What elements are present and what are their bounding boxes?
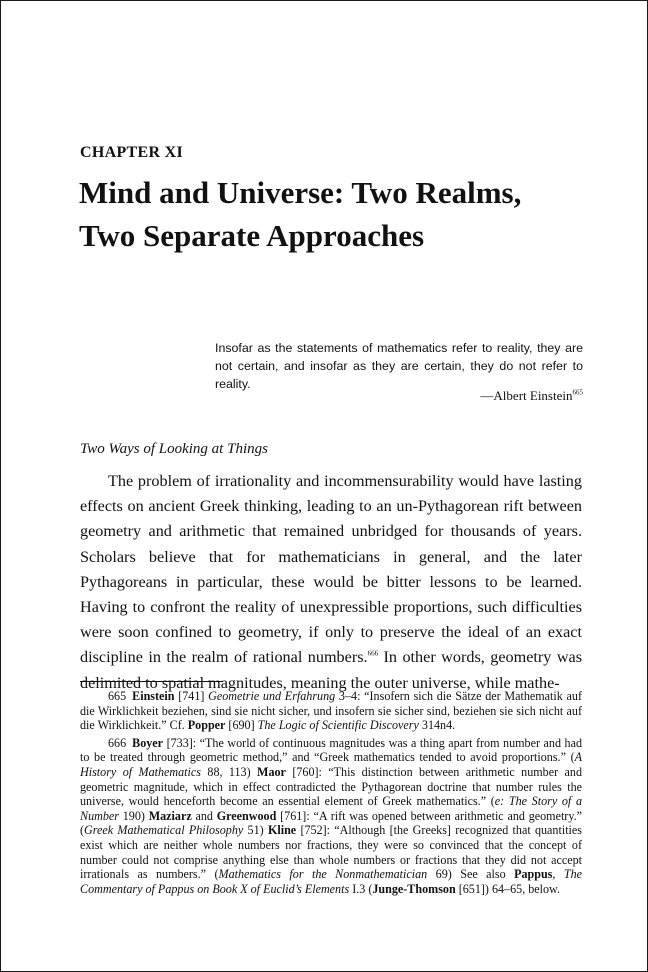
book-title: Mathematics for the Nonmathematician bbox=[218, 867, 428, 882]
body-text-part-1: The problem of irrationality and incommensurability would have lasting effects on ancient Greek thinking, leading to an un-Pythagorean rift between geometry and arithmetic that remained unbridged for thousands of years. Scholars believe that for mathematicians in general, and the later Pythagoreans in particular, these would be bitter lessons to be learned. Having to confront the reality of unexpressible proportions, such difficulties were soon confined to geometry, if only to preserve the ideal of an exact discipline in the realm of rational numbers. bbox=[80, 472, 582, 667]
footnote-number: 665 bbox=[108, 689, 127, 703]
footnotes bbox=[80, 689, 582, 899]
author-name: Junge-Thomson bbox=[372, 881, 456, 896]
author-name: Maziarz bbox=[148, 808, 192, 823]
author-name: Kline bbox=[267, 823, 297, 838]
footnote-665 bbox=[80, 689, 582, 733]
body-text-part-2: In other words, geometry was delimited to spatial magnitudes, meaning the outer universe, while mathe- bbox=[80, 648, 582, 692]
chapter-title bbox=[79, 171, 599, 257]
footnote-text: [752]: “Although [the Greeks] recognized that quantities exist which are neither whole numbers nor fractions, they were so convinced that the concept of number could not comprise anything else than whole numbers or fractions that they did not accept irrationals as numbers.” ( bbox=[80, 823, 582, 882]
footnote-text: [760]: “This distinction between arithmetic number and geometric magnitude, which in effect contradicted the Pythagorean doctrine that number rules the universe, would henceforth become an essential element of Greek mathematics.” ( bbox=[80, 764, 582, 809]
book-title: e: The Story of a Number bbox=[80, 794, 582, 823]
book-title: A History of Mathematics bbox=[80, 750, 582, 779]
author-name: Popper bbox=[187, 718, 226, 733]
footnote-text: and bbox=[191, 808, 217, 823]
book-title: The Commentary of Pappus on Book X of Euclid’s Elements bbox=[80, 867, 582, 896]
footnote-text: [761]: “A rift was opened between arithmetic and geometry.” ( bbox=[80, 808, 582, 838]
book-title: The Logic of Scientific Discovery bbox=[257, 718, 419, 733]
footnote-text: [741] bbox=[174, 689, 209, 703]
footnote-text: 51) bbox=[243, 823, 268, 838]
book-title: Geometrie und Erfahrung bbox=[208, 689, 336, 703]
author-name: Einstein bbox=[132, 689, 175, 703]
body-paragraph bbox=[80, 469, 582, 696]
author-name: Boyer bbox=[132, 735, 164, 750]
footnote-text: 314n4. bbox=[418, 718, 456, 733]
footnote-text: [651]) 64–65, below. bbox=[455, 881, 561, 896]
footnote-666 bbox=[80, 736, 582, 897]
footnote-text: 3–4: “Insofern sich die Sätze der Mathematik auf die Wirklichkeit beziehen, sind sie nicht sicher, und insofern sie sicher sind, beziehen sie sich nicht auf die Wirklichkeit.” Cf. bbox=[80, 689, 582, 733]
epigraph-attribution bbox=[215, 388, 583, 404]
footnote-divider bbox=[80, 681, 223, 682]
footnote-number: 666 bbox=[108, 735, 127, 750]
footnote-ref-666: 666 bbox=[367, 650, 379, 659]
author-name: Pappus bbox=[514, 867, 553, 882]
footnote-text: 88, 113) bbox=[200, 764, 258, 779]
author-name: Greenwood bbox=[216, 808, 277, 823]
footnote-text: 190) bbox=[118, 808, 149, 823]
section-heading: Two Ways of Looking at Things bbox=[80, 441, 268, 457]
chapter-title-line-2: Two Separate Approaches bbox=[79, 218, 425, 253]
footnote-text: , bbox=[552, 867, 564, 882]
footnote-text: I.3 ( bbox=[349, 881, 373, 896]
book-title: Greek Mathematical Philosophy bbox=[84, 823, 244, 838]
footnote-text: [690] bbox=[225, 718, 258, 733]
footnote-text: 69) See also bbox=[427, 867, 515, 882]
chapter-label: CHAPTER XI bbox=[80, 144, 184, 161]
footnote-text: [733]: “The world of continuous magnitudes was a thing apart from number and had to be treated through geometric method,” and “Greek mathematics tended to avoid proportions.” ( bbox=[80, 735, 582, 765]
epigraph-quote: Insofar as the statements of mathematics refer to reality, they are not certain, and insofar as they are certain, they do not refer to reality. bbox=[215, 341, 583, 391]
chapter-title-line-1: Mind and Universe: Two Realms, bbox=[79, 175, 522, 210]
epigraph-author: —Albert Einstein bbox=[480, 388, 573, 403]
footnote-ref-665: 665 bbox=[572, 388, 583, 397]
author-name: Maor bbox=[257, 764, 286, 779]
